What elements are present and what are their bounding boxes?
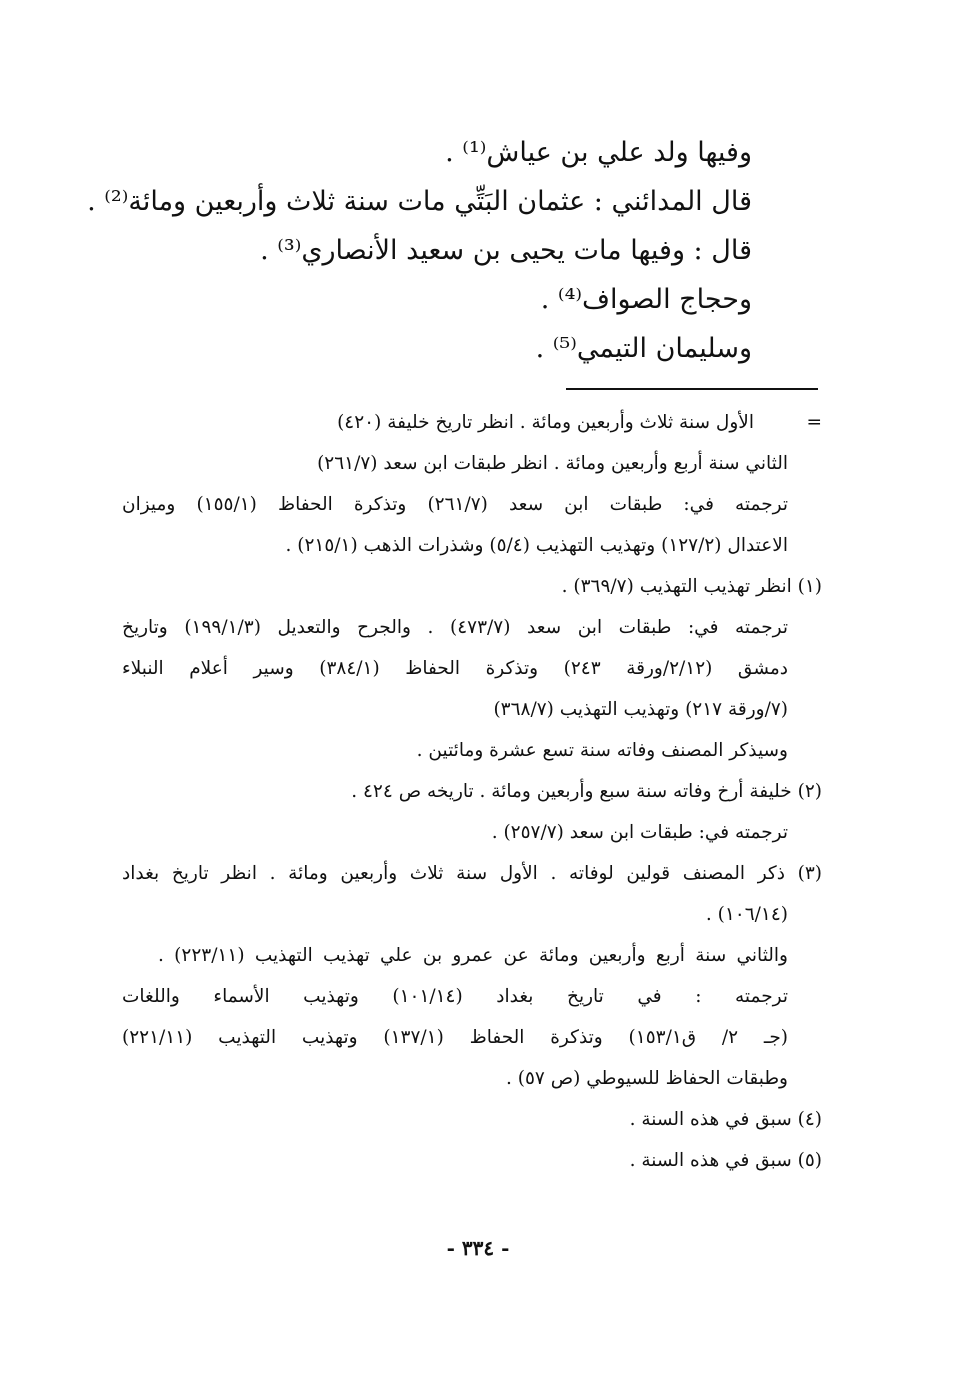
footnote-line: (٧/ورقة ٢١٧) وتهذيب التهذيب (٣٦٨/٧) (493, 699, 788, 720)
footnote-text: الأول سنة ثلاث وأربعين ومائة . انظر تاريخ خليفة (٤٢٠) (337, 412, 754, 433)
footnote-line: ترجمته : في تاريخ بغداد (١٠١/١٤) وتهذيب الأسماء واللغات (122, 986, 788, 1007)
footnote-line: وسيذكر المصنف وفاته سنة تسع عشرة ومائتين . (416, 740, 788, 761)
footnote-line: (٥) سبق في هذه السنة . (629, 1150, 822, 1171)
main-text (87, 128, 752, 373)
footnote-line: (٤) سبق في هذه السنة . (629, 1109, 822, 1130)
footnote-line: الاعتدال (١٢٧/٢) وتهذيب التهذيب (٥/٤) وشذرات الذهب (٢١٥/١) . (285, 535, 788, 556)
footnote-line: (جـ ٢/ ق١٥٣/١) وتذكرة الحفاظ (١٣٧/١) وتهذيب التهذيب (٢٢١/١١) (122, 1027, 788, 1048)
main-line: وحجاج الصواف⁽⁴⁾ . (540, 284, 752, 315)
footnote-line (122, 402, 822, 443)
footnote-line: (١) انظر تهذيب التهذيب (٣٦٩/٧) . (561, 576, 822, 597)
footnote-line: وطبقات الحفاظ للسيوطي (ص ٥٧) . (506, 1068, 788, 1089)
footnote-line: الثاني سنة أربع وأربعين ومائة . انظر طبقات ابن سعد (٢٦١/٧) (317, 453, 788, 474)
continuation-marker: = (806, 412, 822, 433)
footnote-line: ترجمته في: طبقات ابن سعد (٢٦١/٧) وتذكرة الحفاظ (١٥٥/١) وميزان (122, 494, 788, 515)
footnote-line: (٢) خليفة أرخ وفاته سنة سبع وأربعين ومائة . تاريخه ص ٤٢٤ . (351, 781, 822, 802)
footnote-line: ترجمته في: طبقات ابن سعد (٢٥٧/٧) . (491, 822, 788, 843)
main-line: قال المدائني : عثمان البَتِّي مات سنة ثلاث وأربعين ومائة⁽²⁾ . (87, 186, 752, 217)
footnote-line: (٣) ذكر المصنف قولين لوفاته . الأول سنة ثلاث وأربعين ومائة . انظر تاريخ بغداد (122, 863, 822, 884)
main-line: وسليمان التيمي⁽⁵⁾ . (535, 333, 752, 364)
footnote-line: ترجمته في: طبقات ابن سعد (٤٧٣/٧) . والجرح والتعديل (١٩٩/١/٣) وتاريخ (122, 617, 789, 638)
footnote-line: والثاني سنة أربع وأربعين ومائة عن عمرو بن علي تهذيب التهذيب (٢٢٣/١١) . (158, 945, 788, 966)
main-line: قال : وفيها مات يحيى بن سعيد الأنصاري⁽³⁾ . (260, 235, 752, 266)
footnote-line: دمشق (٢/١٢/ورقة ٢٤٣) وتذكرة الحفاظ (٣٨٤/١) وسير أعلام النبلاء (122, 658, 788, 679)
footnotes (122, 402, 822, 1181)
footnote-line: (١٠٦/١٤) . (705, 904, 788, 925)
page-number: - ٣٣٤ - (446, 1236, 510, 1260)
main-line: وفيها ولد علي بن عياش⁽¹⁾ . (445, 137, 752, 168)
footnote-separator (566, 388, 818, 390)
